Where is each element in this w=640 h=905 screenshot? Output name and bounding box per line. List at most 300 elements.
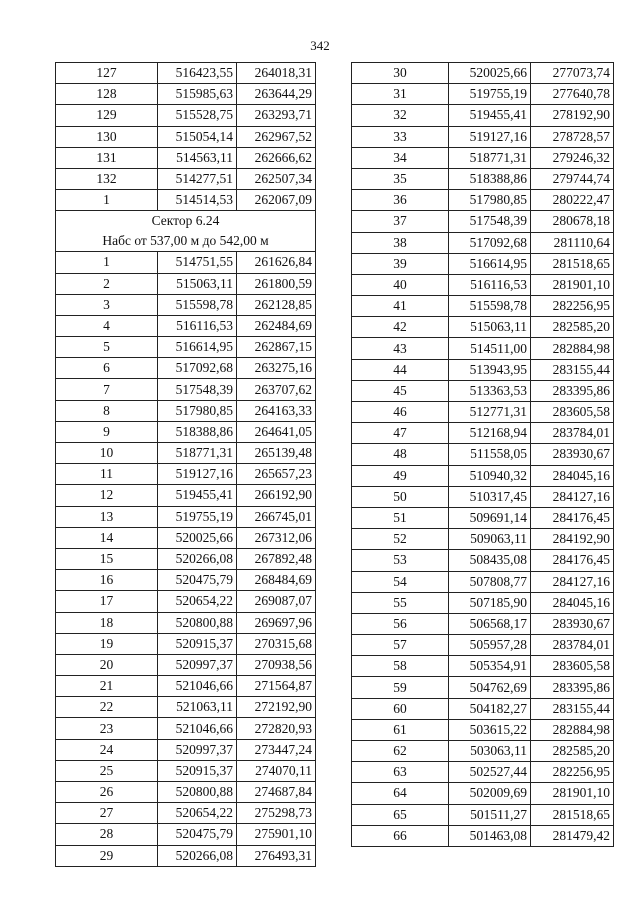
table-row bbox=[352, 465, 614, 486]
point-number-cell: 10 bbox=[56, 443, 158, 464]
y-coordinate-cell: 270938,56 bbox=[237, 654, 316, 675]
y-coordinate-cell: 283605,58 bbox=[531, 402, 614, 423]
x-coordinate-cell: 516116,53 bbox=[158, 315, 237, 336]
y-coordinate-cell: 281901,10 bbox=[531, 783, 614, 804]
point-number-cell: 9 bbox=[56, 421, 158, 442]
point-number-cell: 37 bbox=[352, 211, 449, 232]
x-coordinate-cell: 501511,27 bbox=[449, 804, 531, 825]
point-number-cell: 8 bbox=[56, 400, 158, 421]
x-coordinate-cell: 514563,11 bbox=[158, 147, 237, 168]
x-coordinate-cell: 507185,90 bbox=[449, 592, 531, 613]
table-row bbox=[352, 529, 614, 550]
y-coordinate-cell: 263644,29 bbox=[237, 84, 316, 105]
point-number-cell: 35 bbox=[352, 168, 449, 189]
point-number-cell: 1 bbox=[56, 190, 158, 211]
point-number-cell: 131 bbox=[56, 147, 158, 168]
point-number-cell: 3 bbox=[56, 294, 158, 315]
y-coordinate-cell: 283395,86 bbox=[531, 380, 614, 401]
point-number-cell: 48 bbox=[352, 444, 449, 465]
point-number-cell: 30 bbox=[352, 63, 449, 84]
y-coordinate-cell: 282884,98 bbox=[531, 338, 614, 359]
x-coordinate-cell: 517092,68 bbox=[158, 358, 237, 379]
x-coordinate-cell: 502527,44 bbox=[449, 762, 531, 783]
y-coordinate-cell: 264163,33 bbox=[237, 400, 316, 421]
point-number-cell: 2 bbox=[56, 273, 158, 294]
page-number: 342 bbox=[310, 38, 330, 53]
y-coordinate-cell: 264641,05 bbox=[237, 421, 316, 442]
table-row bbox=[352, 783, 614, 804]
y-coordinate-cell: 280222,47 bbox=[531, 190, 614, 211]
table-row bbox=[56, 400, 316, 421]
point-number-cell: 50 bbox=[352, 486, 449, 507]
point-number-cell: 49 bbox=[352, 465, 449, 486]
point-number-cell: 34 bbox=[352, 147, 449, 168]
point-number-cell: 62 bbox=[352, 741, 449, 762]
table-row bbox=[352, 105, 614, 126]
table-row bbox=[352, 423, 614, 444]
sector-header-block bbox=[56, 211, 316, 252]
point-number-cell: 65 bbox=[352, 804, 449, 825]
x-coordinate-cell: 520800,88 bbox=[158, 612, 237, 633]
x-coordinate-cell: 517548,39 bbox=[449, 211, 531, 232]
point-number-cell: 47 bbox=[352, 423, 449, 444]
y-coordinate-cell: 272820,93 bbox=[237, 718, 316, 739]
point-number-cell: 16 bbox=[56, 570, 158, 591]
table-row bbox=[56, 485, 316, 506]
x-coordinate-cell: 514751,55 bbox=[158, 252, 237, 273]
x-coordinate-cell: 516423,55 bbox=[158, 63, 237, 84]
x-coordinate-cell: 517092,68 bbox=[449, 232, 531, 253]
x-coordinate-cell: 521046,66 bbox=[158, 676, 237, 697]
x-coordinate-cell: 519127,16 bbox=[158, 464, 237, 485]
table-row bbox=[56, 782, 316, 803]
left-table-rows-before-sector bbox=[56, 63, 316, 211]
table-row bbox=[352, 84, 614, 105]
point-number-cell: 23 bbox=[56, 718, 158, 739]
table-row bbox=[56, 190, 316, 211]
y-coordinate-cell: 263275,16 bbox=[237, 358, 316, 379]
table-row bbox=[352, 507, 614, 528]
table-row bbox=[352, 762, 614, 783]
x-coordinate-cell: 520654,22 bbox=[158, 803, 237, 824]
x-coordinate-cell: 515054,14 bbox=[158, 126, 237, 147]
y-coordinate-cell: 262666,62 bbox=[237, 147, 316, 168]
point-number-cell: 66 bbox=[352, 825, 449, 846]
y-coordinate-cell: 272192,90 bbox=[237, 697, 316, 718]
point-number-cell: 31 bbox=[352, 84, 449, 105]
y-coordinate-cell: 263293,71 bbox=[237, 105, 316, 126]
table-row bbox=[352, 147, 614, 168]
table-row bbox=[56, 676, 316, 697]
right-coordinates-table bbox=[351, 62, 614, 847]
table-row bbox=[352, 741, 614, 762]
x-coordinate-cell: 505957,28 bbox=[449, 635, 531, 656]
y-coordinate-cell: 261626,84 bbox=[237, 252, 316, 273]
x-coordinate-cell: 519755,19 bbox=[449, 84, 531, 105]
y-coordinate-cell: 282585,20 bbox=[531, 317, 614, 338]
sector-title: Сектор 6.24 bbox=[151, 213, 220, 229]
x-coordinate-cell: 509691,14 bbox=[449, 507, 531, 528]
y-coordinate-cell: 282256,95 bbox=[531, 296, 614, 317]
y-coordinate-cell: 282585,20 bbox=[531, 741, 614, 762]
y-coordinate-cell: 269697,96 bbox=[237, 612, 316, 633]
table-row bbox=[352, 126, 614, 147]
table-row bbox=[352, 656, 614, 677]
y-coordinate-cell: 283784,01 bbox=[531, 423, 614, 444]
point-number-cell: 41 bbox=[352, 296, 449, 317]
y-coordinate-cell: 275298,73 bbox=[237, 803, 316, 824]
point-number-cell: 13 bbox=[56, 506, 158, 527]
y-coordinate-cell: 282884,98 bbox=[531, 719, 614, 740]
y-coordinate-cell: 279744,74 bbox=[531, 168, 614, 189]
y-coordinate-cell: 262967,52 bbox=[237, 126, 316, 147]
x-coordinate-cell: 502009,69 bbox=[449, 783, 531, 804]
table-row bbox=[56, 464, 316, 485]
table-row bbox=[56, 718, 316, 739]
point-number-cell: 22 bbox=[56, 697, 158, 718]
point-number-cell: 53 bbox=[352, 550, 449, 571]
x-coordinate-cell: 520997,37 bbox=[158, 739, 237, 760]
x-coordinate-cell: 521063,11 bbox=[158, 697, 237, 718]
point-number-cell: 27 bbox=[56, 803, 158, 824]
x-coordinate-cell: 505354,91 bbox=[449, 656, 531, 677]
x-coordinate-cell: 520654,22 bbox=[158, 591, 237, 612]
point-number-cell: 57 bbox=[352, 635, 449, 656]
table-row bbox=[56, 147, 316, 168]
point-number-cell: 24 bbox=[56, 739, 158, 760]
y-coordinate-cell: 279246,32 bbox=[531, 147, 614, 168]
y-coordinate-cell: 274070,11 bbox=[237, 760, 316, 781]
x-coordinate-cell: 517548,39 bbox=[158, 379, 237, 400]
point-number-cell: 15 bbox=[56, 548, 158, 569]
point-number-cell: 29 bbox=[56, 845, 158, 866]
point-number-cell: 61 bbox=[352, 719, 449, 740]
x-coordinate-cell: 503615,22 bbox=[449, 719, 531, 740]
x-coordinate-cell: 521046,66 bbox=[158, 718, 237, 739]
point-number-cell: 4 bbox=[56, 315, 158, 336]
point-number-cell: 45 bbox=[352, 380, 449, 401]
point-number-cell: 36 bbox=[352, 190, 449, 211]
x-coordinate-cell: 515598,78 bbox=[158, 294, 237, 315]
x-coordinate-cell: 507808,77 bbox=[449, 571, 531, 592]
y-coordinate-cell: 283155,44 bbox=[531, 359, 614, 380]
table-row bbox=[352, 550, 614, 571]
y-coordinate-cell: 283784,01 bbox=[531, 635, 614, 656]
x-coordinate-cell: 503063,11 bbox=[449, 741, 531, 762]
table-row bbox=[352, 571, 614, 592]
x-coordinate-cell: 520025,66 bbox=[158, 527, 237, 548]
x-coordinate-cell: 501463,08 bbox=[449, 825, 531, 846]
table-row bbox=[56, 845, 316, 866]
y-coordinate-cell: 283930,67 bbox=[531, 613, 614, 634]
table-row bbox=[352, 804, 614, 825]
point-number-cell: 17 bbox=[56, 591, 158, 612]
table-row bbox=[56, 760, 316, 781]
y-coordinate-cell: 277073,74 bbox=[531, 63, 614, 84]
point-number-cell: 32 bbox=[352, 105, 449, 126]
x-coordinate-cell: 515985,63 bbox=[158, 84, 237, 105]
point-number-cell: 56 bbox=[352, 613, 449, 634]
y-coordinate-cell: 270315,68 bbox=[237, 633, 316, 654]
x-coordinate-cell: 518388,86 bbox=[449, 168, 531, 189]
point-number-cell: 20 bbox=[56, 654, 158, 675]
y-coordinate-cell: 277640,78 bbox=[531, 84, 614, 105]
x-coordinate-cell: 520475,79 bbox=[158, 570, 237, 591]
point-number-cell: 64 bbox=[352, 783, 449, 804]
point-number-cell: 130 bbox=[56, 126, 158, 147]
y-coordinate-cell: 281518,65 bbox=[531, 804, 614, 825]
x-coordinate-cell: 520266,08 bbox=[158, 548, 237, 569]
x-coordinate-cell: 520266,08 bbox=[158, 845, 237, 866]
point-number-cell: 44 bbox=[352, 359, 449, 380]
point-number-cell: 7 bbox=[56, 379, 158, 400]
x-coordinate-cell: 519755,19 bbox=[158, 506, 237, 527]
left-table-rows-after-sector bbox=[56, 252, 316, 866]
y-coordinate-cell: 271564,87 bbox=[237, 676, 316, 697]
x-coordinate-cell: 519127,16 bbox=[449, 126, 531, 147]
y-coordinate-cell: 268484,69 bbox=[237, 570, 316, 591]
table-row bbox=[352, 486, 614, 507]
point-number-cell: 46 bbox=[352, 402, 449, 423]
point-number-cell: 59 bbox=[352, 677, 449, 698]
sector-header-row bbox=[56, 211, 316, 252]
y-coordinate-cell: 262507,34 bbox=[237, 168, 316, 189]
x-coordinate-cell: 513943,95 bbox=[449, 359, 531, 380]
x-coordinate-cell: 515528,75 bbox=[158, 105, 237, 126]
table-row bbox=[352, 719, 614, 740]
point-number-cell: 1 bbox=[56, 252, 158, 273]
y-coordinate-cell: 281110,64 bbox=[531, 232, 614, 253]
y-coordinate-cell: 278728,57 bbox=[531, 126, 614, 147]
y-coordinate-cell: 280678,18 bbox=[531, 211, 614, 232]
point-number-cell: 43 bbox=[352, 338, 449, 359]
y-coordinate-cell: 284176,45 bbox=[531, 507, 614, 528]
x-coordinate-cell: 514511,00 bbox=[449, 338, 531, 359]
y-coordinate-cell: 262067,09 bbox=[237, 190, 316, 211]
x-coordinate-cell: 510317,45 bbox=[449, 486, 531, 507]
table-row bbox=[56, 591, 316, 612]
point-number-cell: 33 bbox=[352, 126, 449, 147]
table-row bbox=[352, 168, 614, 189]
y-coordinate-cell: 284127,16 bbox=[531, 486, 614, 507]
y-coordinate-cell: 276493,31 bbox=[237, 845, 316, 866]
x-coordinate-cell: 520997,37 bbox=[158, 654, 237, 675]
y-coordinate-cell: 278192,90 bbox=[531, 105, 614, 126]
point-number-cell: 42 bbox=[352, 317, 449, 338]
table-row bbox=[56, 824, 316, 845]
table-row bbox=[352, 274, 614, 295]
y-coordinate-cell: 283930,67 bbox=[531, 444, 614, 465]
x-coordinate-cell: 508435,08 bbox=[449, 550, 531, 571]
x-coordinate-cell: 516116,53 bbox=[449, 274, 531, 295]
y-coordinate-cell: 266745,01 bbox=[237, 506, 316, 527]
table-row bbox=[352, 232, 614, 253]
y-coordinate-cell: 265657,23 bbox=[237, 464, 316, 485]
x-coordinate-cell: 517980,85 bbox=[449, 190, 531, 211]
table-row bbox=[352, 253, 614, 274]
y-coordinate-cell: 262867,15 bbox=[237, 337, 316, 358]
y-coordinate-cell: 282256,95 bbox=[531, 762, 614, 783]
table-row bbox=[352, 296, 614, 317]
point-number-cell: 28 bbox=[56, 824, 158, 845]
table-row bbox=[352, 380, 614, 401]
y-coordinate-cell: 284192,90 bbox=[531, 529, 614, 550]
y-coordinate-cell: 264018,31 bbox=[237, 63, 316, 84]
x-coordinate-cell: 513363,53 bbox=[449, 380, 531, 401]
table-row bbox=[352, 63, 614, 84]
y-coordinate-cell: 284127,16 bbox=[531, 571, 614, 592]
table-row bbox=[56, 252, 316, 273]
table-row bbox=[56, 84, 316, 105]
y-coordinate-cell: 283395,86 bbox=[531, 677, 614, 698]
y-coordinate-cell: 283605,58 bbox=[531, 656, 614, 677]
point-number-cell: 52 bbox=[352, 529, 449, 550]
x-coordinate-cell: 520025,66 bbox=[449, 63, 531, 84]
x-coordinate-cell: 516614,95 bbox=[158, 337, 237, 358]
table-row bbox=[56, 105, 316, 126]
x-coordinate-cell: 520915,37 bbox=[158, 760, 237, 781]
x-coordinate-cell: 516614,95 bbox=[449, 253, 531, 274]
y-coordinate-cell: 281479,42 bbox=[531, 825, 614, 846]
table-row bbox=[56, 421, 316, 442]
table-row bbox=[56, 337, 316, 358]
point-number-cell: 11 bbox=[56, 464, 158, 485]
table-row bbox=[56, 506, 316, 527]
table-row bbox=[352, 825, 614, 846]
point-number-cell: 38 bbox=[352, 232, 449, 253]
table-row bbox=[56, 803, 316, 824]
table-row bbox=[56, 633, 316, 654]
table-row bbox=[56, 443, 316, 464]
table-row bbox=[56, 63, 316, 84]
y-coordinate-cell: 284045,16 bbox=[531, 592, 614, 613]
y-coordinate-cell: 284176,45 bbox=[531, 550, 614, 571]
x-coordinate-cell: 514277,51 bbox=[158, 168, 237, 189]
x-coordinate-cell: 509063,11 bbox=[449, 529, 531, 550]
table-row bbox=[56, 294, 316, 315]
x-coordinate-cell: 518388,86 bbox=[158, 421, 237, 442]
point-number-cell: 58 bbox=[352, 656, 449, 677]
table-row bbox=[352, 402, 614, 423]
table-row bbox=[56, 273, 316, 294]
point-number-cell: 26 bbox=[56, 782, 158, 803]
x-coordinate-cell: 506568,17 bbox=[449, 613, 531, 634]
table-row bbox=[56, 315, 316, 336]
x-coordinate-cell: 518771,31 bbox=[449, 147, 531, 168]
y-coordinate-cell: 269087,07 bbox=[237, 591, 316, 612]
x-coordinate-cell: 504762,69 bbox=[449, 677, 531, 698]
y-coordinate-cell: 262484,69 bbox=[237, 315, 316, 336]
x-coordinate-cell: 510940,32 bbox=[449, 465, 531, 486]
y-coordinate-cell: 283155,44 bbox=[531, 698, 614, 719]
point-number-cell: 128 bbox=[56, 84, 158, 105]
sector-header-cell bbox=[56, 211, 316, 252]
table-row bbox=[352, 211, 614, 232]
x-coordinate-cell: 512771,31 bbox=[449, 402, 531, 423]
x-coordinate-cell: 518771,31 bbox=[158, 443, 237, 464]
table-row bbox=[352, 190, 614, 211]
left-coordinates-table bbox=[55, 62, 316, 867]
x-coordinate-cell: 515598,78 bbox=[449, 296, 531, 317]
right-table-rows bbox=[352, 63, 614, 847]
y-coordinate-cell: 284045,16 bbox=[531, 465, 614, 486]
y-coordinate-cell: 261800,59 bbox=[237, 273, 316, 294]
table-row bbox=[56, 126, 316, 147]
table-row bbox=[56, 570, 316, 591]
table-row bbox=[352, 444, 614, 465]
sector-subtitle: Набс от 537,00 м до 542,00 м bbox=[102, 233, 269, 249]
y-coordinate-cell: 275901,10 bbox=[237, 824, 316, 845]
table-row bbox=[56, 612, 316, 633]
table-row bbox=[352, 592, 614, 613]
point-number-cell: 129 bbox=[56, 105, 158, 126]
table-row bbox=[56, 527, 316, 548]
y-coordinate-cell: 262128,85 bbox=[237, 294, 316, 315]
table-row bbox=[56, 358, 316, 379]
x-coordinate-cell: 515063,11 bbox=[158, 273, 237, 294]
point-number-cell: 60 bbox=[352, 698, 449, 719]
y-coordinate-cell: 273447,24 bbox=[237, 739, 316, 760]
point-number-cell: 51 bbox=[352, 507, 449, 528]
point-number-cell: 19 bbox=[56, 633, 158, 654]
x-coordinate-cell: 512168,94 bbox=[449, 423, 531, 444]
x-coordinate-cell: 504182,27 bbox=[449, 698, 531, 719]
table-row bbox=[352, 613, 614, 634]
x-coordinate-cell: 520800,88 bbox=[158, 782, 237, 803]
x-coordinate-cell: 520915,37 bbox=[158, 633, 237, 654]
y-coordinate-cell: 281518,65 bbox=[531, 253, 614, 274]
table-row bbox=[56, 548, 316, 569]
point-number-cell: 12 bbox=[56, 485, 158, 506]
y-coordinate-cell: 267892,48 bbox=[237, 548, 316, 569]
y-coordinate-cell: 281901,10 bbox=[531, 274, 614, 295]
x-coordinate-cell: 511558,05 bbox=[449, 444, 531, 465]
table-row bbox=[352, 698, 614, 719]
point-number-cell: 54 bbox=[352, 571, 449, 592]
point-number-cell: 21 bbox=[56, 676, 158, 697]
x-coordinate-cell: 520475,79 bbox=[158, 824, 237, 845]
table-row bbox=[56, 654, 316, 675]
table-row bbox=[352, 317, 614, 338]
table-row bbox=[352, 677, 614, 698]
point-number-cell: 55 bbox=[352, 592, 449, 613]
point-number-cell: 40 bbox=[352, 274, 449, 295]
point-number-cell: 6 bbox=[56, 358, 158, 379]
x-coordinate-cell: 514514,53 bbox=[158, 190, 237, 211]
table-row bbox=[56, 379, 316, 400]
point-number-cell: 132 bbox=[56, 168, 158, 189]
point-number-cell: 5 bbox=[56, 337, 158, 358]
x-coordinate-cell: 515063,11 bbox=[449, 317, 531, 338]
point-number-cell: 14 bbox=[56, 527, 158, 548]
x-coordinate-cell: 519455,41 bbox=[449, 105, 531, 126]
table-row bbox=[352, 338, 614, 359]
table-row bbox=[56, 697, 316, 718]
point-number-cell: 25 bbox=[56, 760, 158, 781]
y-coordinate-cell: 274687,84 bbox=[237, 782, 316, 803]
table-row bbox=[352, 359, 614, 380]
y-coordinate-cell: 267312,06 bbox=[237, 527, 316, 548]
point-number-cell: 127 bbox=[56, 63, 158, 84]
table-row bbox=[56, 739, 316, 760]
table-row bbox=[352, 635, 614, 656]
point-number-cell: 39 bbox=[352, 253, 449, 274]
x-coordinate-cell: 519455,41 bbox=[158, 485, 237, 506]
table-row bbox=[56, 168, 316, 189]
y-coordinate-cell: 266192,90 bbox=[237, 485, 316, 506]
y-coordinate-cell: 263707,62 bbox=[237, 379, 316, 400]
point-number-cell: 18 bbox=[56, 612, 158, 633]
